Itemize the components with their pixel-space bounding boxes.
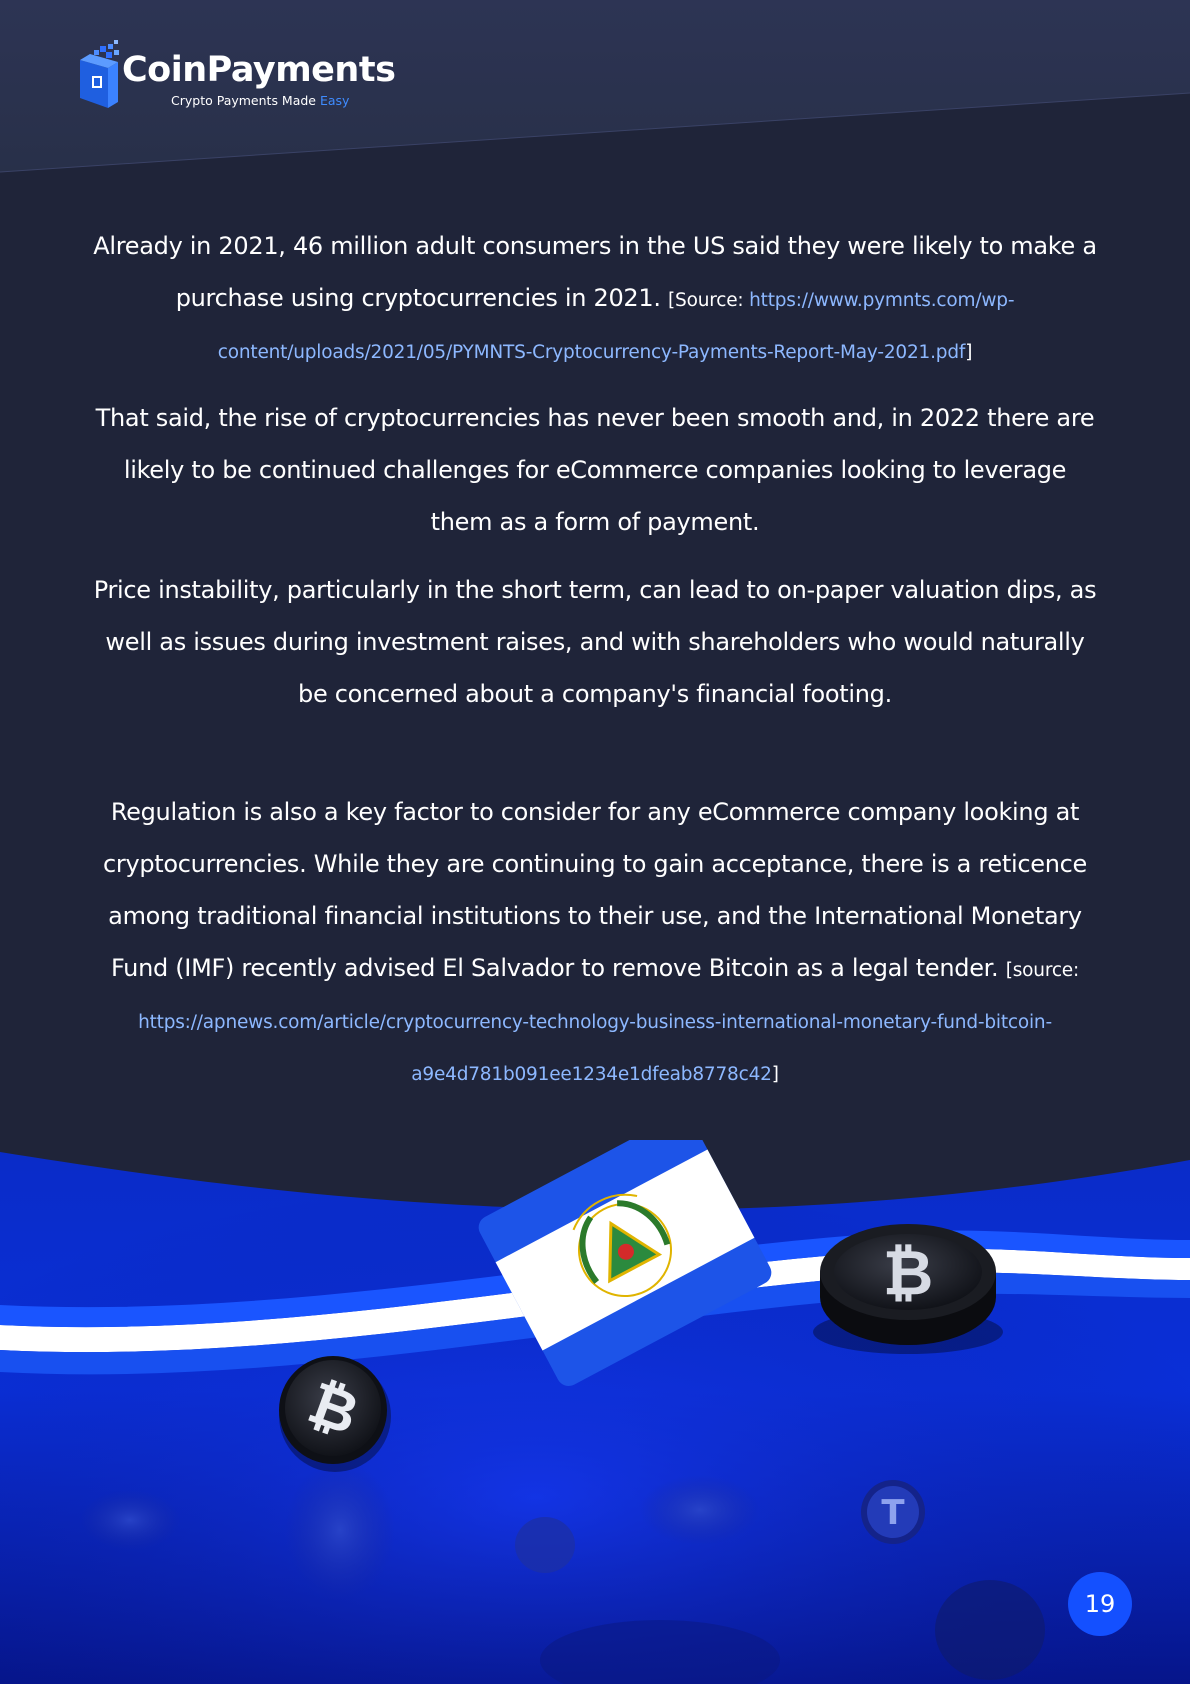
page-number-badge: 19 (1068, 1572, 1132, 1636)
svg-text:₿: ₿ (882, 1236, 934, 1309)
source-label-2: [source: (1005, 960, 1080, 981)
brand-name: CoinPayments (122, 50, 396, 90)
paragraph-3: Price instability, particularly in the short term, can lead to on-paper valuation dips, as well as issues during investment raises, and with shareholders who would naturally be concerned about a company's financial footing. (93, 576, 1097, 708)
paragraph-4-text: Regulation is also a key factor to consider for any eCommerce company looking at cryptocurrencies. While they are continuing to gain acceptance, there is a reticence among traditional financial institutions to their use, and the International Monetary Fund (IMF) recently advised El Salvador to remove Bitcoin as a legal tender. (102, 798, 1087, 982)
brand-tagline-prefix: Crypto Payments Made (171, 93, 320, 108)
source-link-1[interactable]: https://www.pymnts.com/wp-content/uploads/2021/05/PYMNTS-Cryptocurrency-Payments-Report-May-2021.pdf (217, 290, 1015, 363)
source-close-2: ] (771, 1064, 779, 1085)
paragraph-2: That said, the rise of cryptocurrencies has never been smooth and, in 2022 there are likely to be continued challenges for eCommerce companies looking to leverage them as a form of payment. (95, 404, 1095, 536)
paragraph-1-text: Already in 2021, 46 million adult consumers in the US said they were likely to make a purchase using cryptocurrencies in 2021. (93, 232, 1097, 312)
paragraph-4 (92, 786, 1098, 1098)
source-link-2[interactable]: https://apnews.com/article/cryptocurrency-technology-business-international-monetary-fund-bitcoin-a9e4d781b091ee1234e1dfeab8778c42 (138, 1012, 1052, 1085)
footer-illustration (0, 1140, 1190, 1684)
brand-tagline (171, 95, 349, 108)
bitcoin-coin-icon (813, 1224, 1003, 1354)
tether-coin-icon (861, 1480, 925, 1544)
source-label-1: [Source: (668, 290, 750, 311)
svg-text:₿: ₿ (299, 1368, 368, 1449)
paragraph-1 (92, 220, 1098, 376)
article-body (92, 220, 1098, 1098)
source-close-1: ] (965, 342, 973, 363)
coinpayments-logo-icon (78, 40, 124, 108)
brand-tagline-highlight: Easy (319, 93, 350, 108)
brand-logo[interactable] (78, 38, 396, 113)
svg-text:T: T (881, 1493, 905, 1533)
